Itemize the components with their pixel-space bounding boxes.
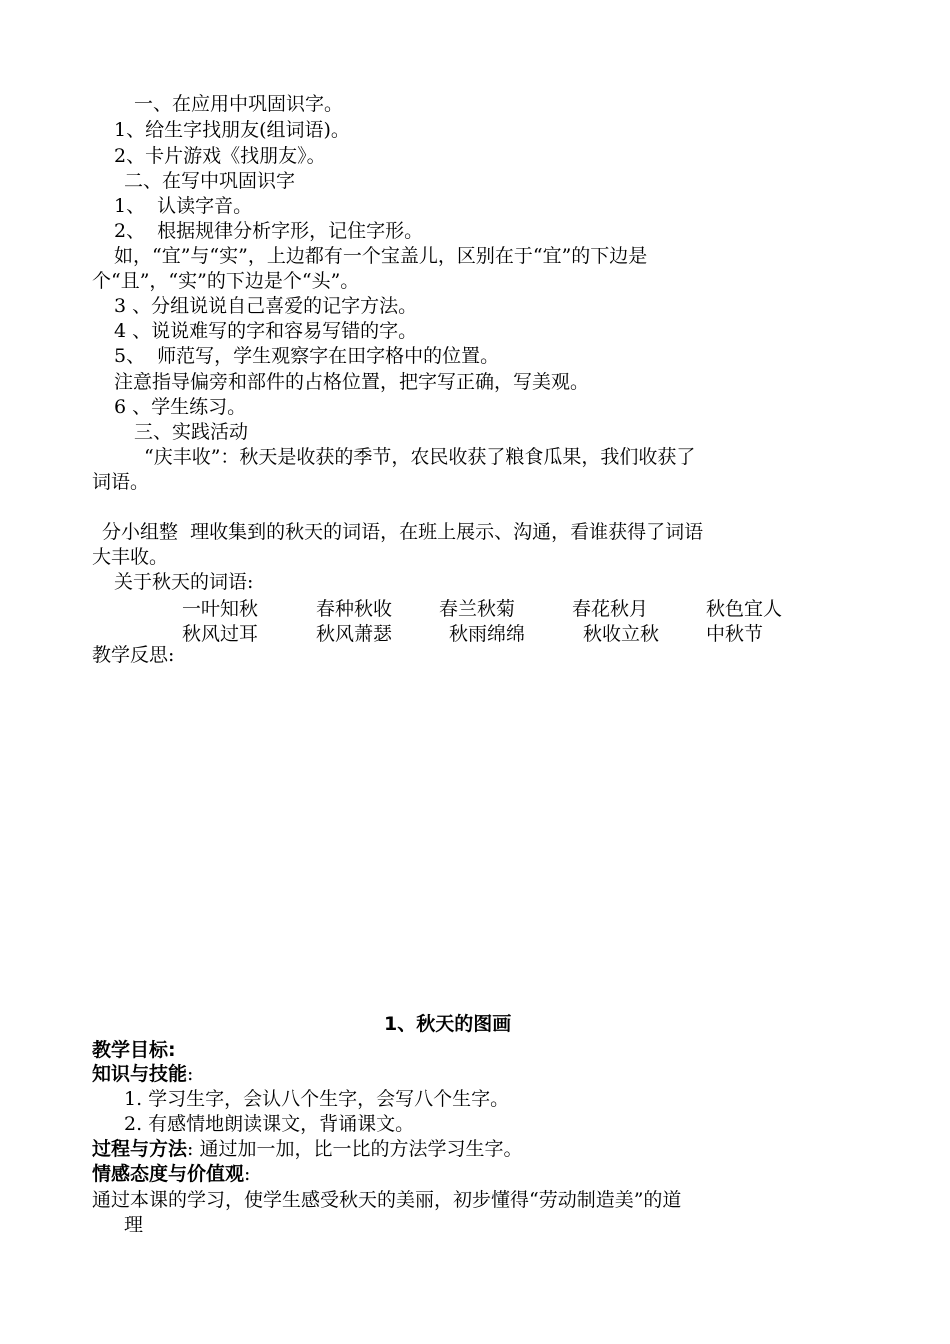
list-item: 3 、分组说说自己喜爱的记字方法。	[114, 295, 418, 317]
word-item: 秋收立秋	[583, 623, 660, 645]
list-item: 2. 有感情地朗读课文，背诵课文。	[124, 1113, 415, 1135]
paragraph-line: 词语。	[92, 471, 150, 493]
word-item: 中秋节	[706, 623, 764, 645]
process-text: : 通过加一加，比一比的方法学习生字。	[187, 1138, 523, 1160]
word-item: 一叶知秋	[182, 598, 259, 620]
emotion-colon: :	[244, 1163, 251, 1185]
list-item: 1. 学习生字，会认八个生字，会写八个生字。	[124, 1088, 510, 1110]
paragraph-line: 理	[124, 1214, 144, 1236]
lesson-title: 1、秋天的图画	[384, 1013, 512, 1035]
emotion-heading: 情感态度与价值观	[92, 1163, 245, 1185]
word-item: 秋雨绵绵	[449, 623, 526, 645]
knowledge-line	[92, 1062, 193, 1086]
word-item: 春种秋收	[316, 598, 393, 620]
reflection-label: 教学反思:	[92, 644, 175, 666]
list-item: 6 、学生练习。	[114, 396, 247, 418]
section-heading-3: 三、实践活动	[134, 421, 249, 443]
list-item: 2、 根据规律分析字形，记住字形。	[114, 220, 424, 242]
goals-heading: 教学目标:	[92, 1039, 176, 1061]
word-item: 春兰秋菊	[439, 598, 516, 620]
section-heading-1: 一、在应用中巩固识字。	[134, 93, 344, 115]
list-item: 2、卡片游戏《找朋友》。	[114, 145, 326, 167]
knowledge-colon: :	[187, 1063, 194, 1085]
paragraph-line: 如，“宜”与“实”，上边都有一个宝盖儿，区别在于“宜”的下边是	[114, 245, 648, 267]
emotion-line	[92, 1162, 250, 1186]
paragraph-line: 注意指导偏旁和部件的占格位置，把字写正确，写美观。	[114, 371, 590, 393]
knowledge-heading: 知识与技能	[92, 1063, 188, 1085]
word-item: 秋色宜人	[706, 598, 783, 620]
paragraph-line: 个“且”，“实”的下边是个“头”。	[92, 270, 360, 292]
process-line	[92, 1137, 522, 1161]
paragraph-line: 大丰收。	[92, 546, 169, 568]
list-item: 1、 认读字音。	[114, 195, 253, 217]
process-heading: 过程与方法	[92, 1138, 188, 1160]
paragraph-line: 分小组整 理收集到的秋天的词语，在班上展示、沟通，看谁获得了词语	[102, 521, 704, 543]
list-item: 5、 师范写，学生观察字在田字格中的位置。	[114, 345, 500, 367]
paragraph-line: 通过本课的学习，使学生感受秋天的美丽，初步懂得“劳动制造美”的道	[92, 1189, 682, 1211]
word-item: 秋风萧瑟	[316, 623, 393, 645]
section-heading-2: 二、在写中巩固识字	[124, 170, 296, 192]
words-label: 关于秋天的词语:	[114, 571, 254, 593]
paragraph-line: “庆丰收”：秋天是收获的季节，农民收获了粮食瓜果，我们收获了	[144, 446, 696, 468]
list-item: 4 、说说难写的字和容易写错的字。	[114, 320, 418, 342]
list-item: 1、给生字找朋友(组词语)。	[114, 119, 350, 141]
word-item: 秋风过耳	[182, 623, 259, 645]
word-item: 春花秋月	[572, 598, 649, 620]
